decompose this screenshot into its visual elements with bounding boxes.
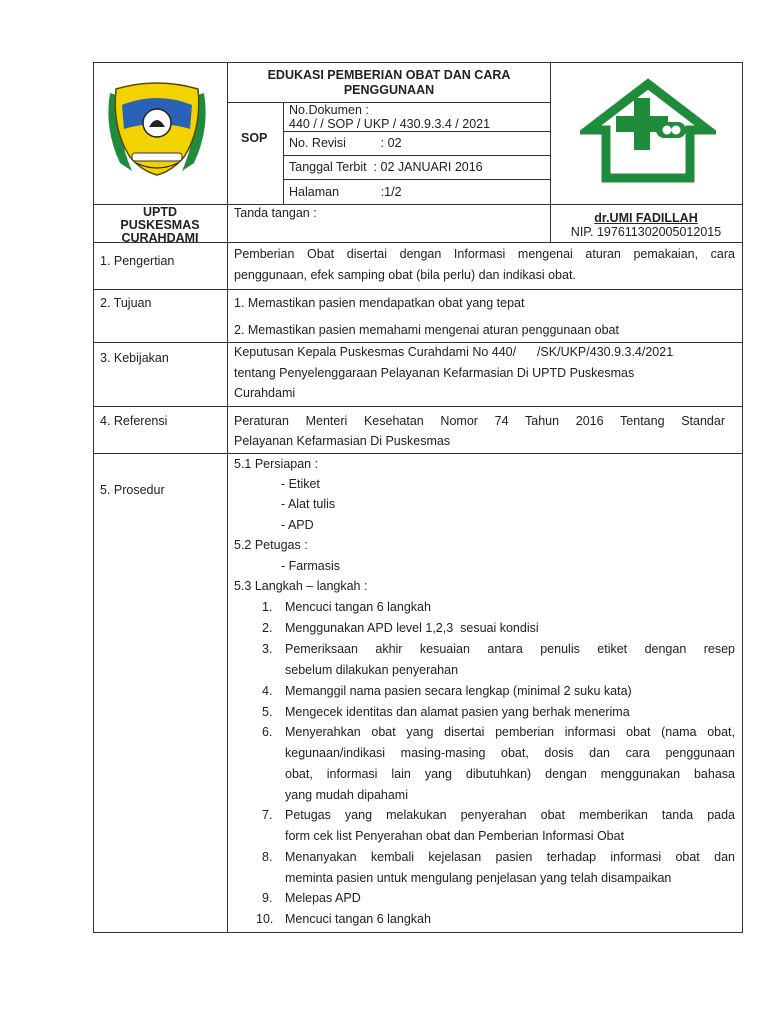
puskesmas-logo xyxy=(580,78,716,188)
step-text-line: Menyerahkan obat yang disertai pemberian informasi obat (nama obat, xyxy=(285,725,735,739)
step-text-line: Pemeriksaan akhir kesuaian antara penulis etiket dengan resep xyxy=(285,642,735,656)
doc-number-label: No.Dokumen : xyxy=(289,103,369,117)
step-number: 6. xyxy=(262,725,273,739)
regional-emblem-logo xyxy=(102,79,212,189)
revision-number: No. Revisi : 02 xyxy=(289,136,402,150)
emblem-base xyxy=(132,153,182,161)
step-text-line: Menggunakan APD level 1,2,3 sesuai kondisi xyxy=(285,621,539,635)
column-divider-left xyxy=(227,62,228,933)
kebijakan-text-line: Keputusan Kepala Puskesmas Curahdami No 440/ /SK/UKP/430.9.3.4/2021 xyxy=(234,345,674,359)
petugas-title: 5.2 Petugas : xyxy=(234,538,308,552)
persiapan-title: 5.1 Persiapan : xyxy=(234,457,319,471)
page-number: Halaman :1/2 xyxy=(289,185,402,199)
step-text-line: yang mudah dipahami xyxy=(285,788,408,802)
step-text-line: Mengecek identitas dan alamat pasien yang berhak menerima xyxy=(285,705,630,719)
kebijakan-text-line: tentang Penyelenggaraan Pelayanan Kefarmasian Di UPTD Puskesmas xyxy=(234,366,635,380)
meta-row-divider xyxy=(283,179,550,180)
step-number: 10. xyxy=(256,912,274,926)
step-text-line: sebelum dilakukan penyerahan xyxy=(285,663,459,677)
step-number: 7. xyxy=(262,808,273,822)
persiapan-item: - Etiket xyxy=(281,477,320,491)
referensi-text-line: Peraturan Menteri Kesehatan Nomor 74 Tahun 2016 Tentang Standar xyxy=(234,414,725,428)
persiapan-item: - Alat tulis xyxy=(281,497,336,511)
doc-number-value: 440 / / SOP / UKP / 430.9.3.4 / 2021 xyxy=(289,117,491,131)
persiapan-item: - APD xyxy=(281,518,314,532)
issue-date: Tanggal Terbit : 02 JANUARI 2016 xyxy=(289,160,483,174)
table-border-top xyxy=(93,62,742,63)
step-number: 3. xyxy=(262,642,273,656)
unit-name-line: CURAHDAMI xyxy=(121,231,199,245)
step-text-line: Menanyakan kembali kejelasan pasien terhadap informasi obat dan xyxy=(285,850,735,864)
signature-row-divider xyxy=(550,204,742,205)
unit-name-line: UPTD xyxy=(142,205,178,219)
row-divider xyxy=(93,289,742,290)
pengertian-text-line: Pemberian Obat disertai dengan Informasi mengenai aturan pemakaian, cara xyxy=(234,247,735,261)
step-number: 1. xyxy=(262,600,273,614)
step-number: 5. xyxy=(262,705,273,719)
step-text-line: meminta pasien untuk mengulang penjelasan yang telah disampaikan xyxy=(285,871,672,885)
row-divider xyxy=(93,342,742,343)
logo-capsule-dot xyxy=(672,126,681,135)
step-text-line: Memanggil nama pasien secara lengkap (minimal 2 suku kata) xyxy=(285,684,632,698)
tujuan-item: 2. Memastikan pasien memahami mengenai aturan penggunaan obat xyxy=(234,323,619,337)
step-number: 4. xyxy=(262,684,273,698)
referensi-text-line: Pelayanan Kefarmasian Di Puskesmas xyxy=(234,434,451,448)
section-label-kebijakan: 3. Kebijakan xyxy=(100,351,169,365)
document-title: EDUKASI PEMBERIAN OBAT DAN CARA PENGGUNAAN xyxy=(267,68,511,97)
section-label-tujuan: 2. Tujuan xyxy=(100,296,152,310)
table-border-right xyxy=(742,62,743,933)
petugas-item: - Farmasis xyxy=(281,559,341,573)
step-text-line: form cek list Penyerahan obat dan Pemberian Informasi Obat xyxy=(285,829,625,843)
logo-capsule-dot xyxy=(663,126,672,135)
step-number: 9. xyxy=(262,891,273,905)
step-text-line: Mencuci tangan 6 langkah xyxy=(285,912,431,926)
tujuan-item: 1. Memastikan pasien mendapatkan obat yang tepat xyxy=(234,296,525,310)
pengertian-text-line: penggunaan, efek samping obat (bila perlu) dan indikasi obat. xyxy=(234,268,576,282)
section-label-prosedur: 5. Prosedur xyxy=(100,483,165,497)
signer-nip: NIP. 197611302005012015 xyxy=(570,225,722,239)
step-text-line: Melepas APD xyxy=(285,891,361,905)
langkah-title: 5.3 Langkah – langkah : xyxy=(234,579,368,593)
column-divider-right xyxy=(550,62,551,242)
table-border-left xyxy=(93,62,94,933)
step-text-line: obat, informasi lain yang dibutuhkan) dengan menggunakan bahasa xyxy=(285,767,735,781)
step-text-line: Petugas yang melakukan penyerahan obat memberikan tanda pada xyxy=(285,808,735,822)
title-row-divider xyxy=(227,102,550,103)
meta-row-divider xyxy=(283,155,550,156)
signer-name: dr.UMI FADILLAH xyxy=(594,211,698,225)
section-label-pengertian: 1. Pengertian xyxy=(100,254,175,268)
step-number: 8. xyxy=(262,850,273,864)
sop-divider xyxy=(283,102,284,204)
step-text-line: Mencuci tangan 6 langkah xyxy=(285,600,431,614)
step-number: 2. xyxy=(262,621,273,635)
unit-name-line: PUSKESMAS xyxy=(120,218,200,232)
row-divider xyxy=(93,453,742,454)
table-border-bottom xyxy=(93,932,742,933)
signature-label: Tanda tangan : xyxy=(234,206,317,220)
sop-label: SOP xyxy=(241,131,268,145)
kebijakan-text-line: Curahdami xyxy=(234,386,296,400)
row-divider xyxy=(93,406,742,407)
section-label-referensi: 4. Referensi xyxy=(100,414,168,428)
step-text-line: kegunaan/indikasi masing-masing obat, dosis dan cara penggunaan xyxy=(285,746,735,760)
